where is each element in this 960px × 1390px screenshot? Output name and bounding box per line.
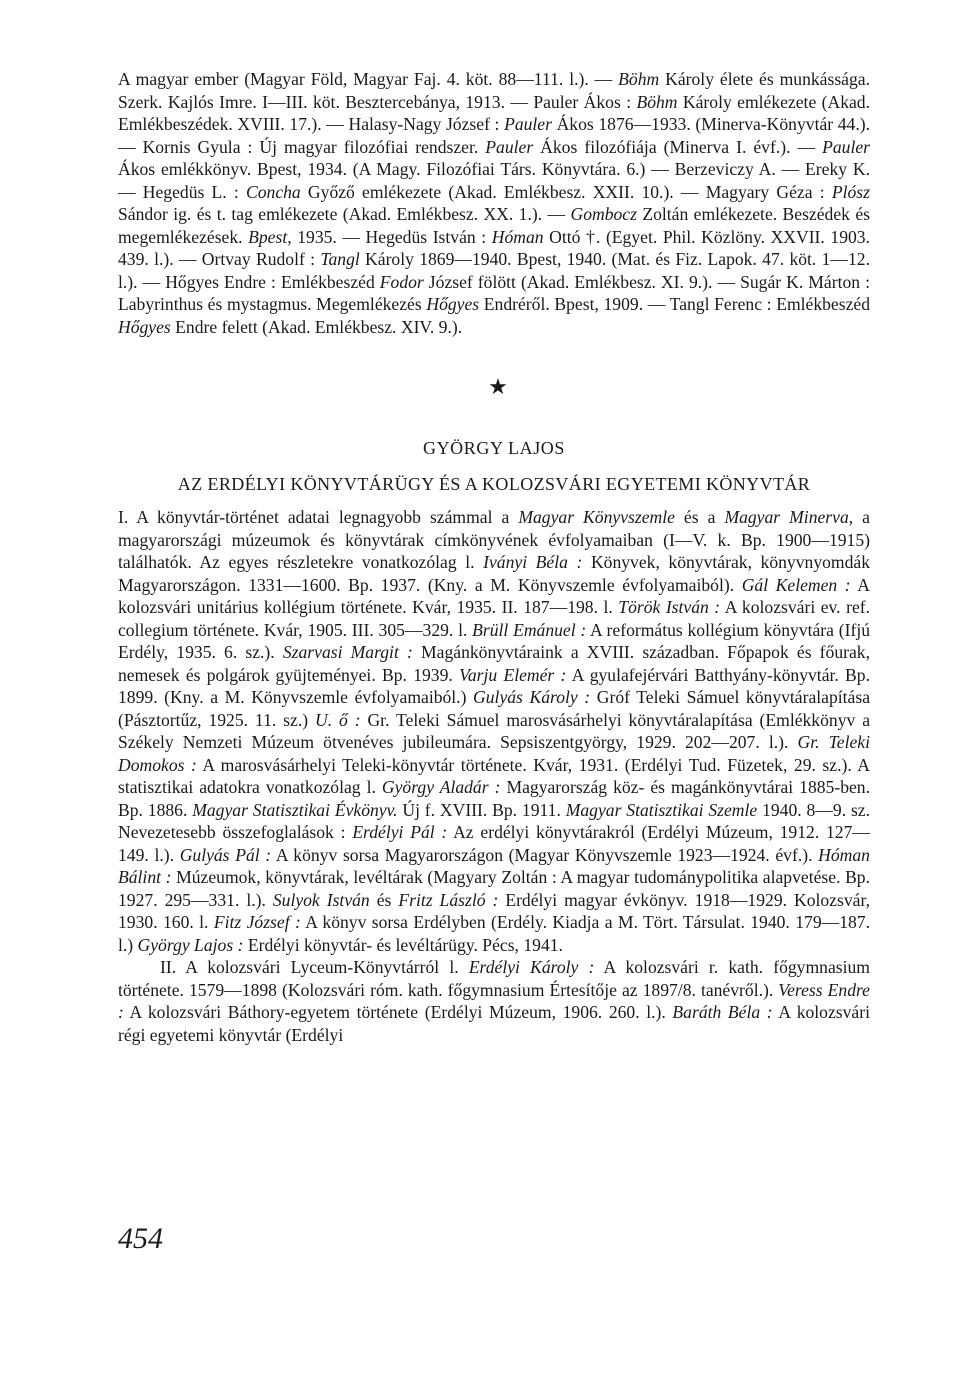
italic-name-run: Török István : [618,597,721,617]
italic-name-run: Tangl [320,249,360,269]
text-run: Könyvek, könyvtárak, könyvnyomdák Magyarországon. 1331—1600. Bp. 1937. (Kny. a M. Könyvszemle évfolyamaiból). [118,552,871,595]
italic-name-run: Magyar Minerva, [724,507,854,527]
text-run: A magyar ember (Magyar Föld, Magyar Faj. 4. köt. 88—111. l.). — [118,69,619,89]
text-run: 1935. — Hegedüs István : [291,226,492,247]
italic-name-run: Böhm [636,91,678,112]
text-run: II. A kolozsvári Lyceum-Könyvtárról l. [160,957,469,977]
text-run: Győző emlékezete (Akad. Emlékbesz. XXII. 10.). — Magyary Géza : [300,181,832,202]
italic-name-run: György Lajos : [137,934,244,955]
italic-name-run: Erdélyi Károly : [468,957,595,977]
text-run: A kolozsvári ev. ref. collegium története. Kvár, 1905. III. 305—329. l. [118,597,871,640]
italic-name-run: Fitz József : [213,912,301,932]
text-run: Károly élete és munkássága. Szerk. Kajlós Imre. I—III. köt. Besztercebánya, 1913. — Pauler Ákos : [118,69,870,112]
text-run: Károly 1869—1940. Bpest, 1940. (Mat. és Fiz. Lapok. 47. köt. 1—12. l.). — Hőgyes Endre : Emlékbeszéd [118,249,871,292]
text-run: és a [674,507,725,527]
italic-name-run: Szarvasi Margit : [282,642,413,662]
italic-name-run: Hóman Bálint : [118,844,870,887]
italic-name-run: Hőgyes [426,294,480,314]
italic-name-run: Pauler [822,136,870,157]
text-run: Gróf Teleki Sámuel könyvtáralapítása (Pásztortűz, 1925. 11. sz.) [118,687,871,730]
text-run: Sándor ig. és t. tag emlékezete (Akad. Emlékbesz. XX. 1.). — [118,204,571,224]
text-run: Endréről. Bpest, 1909. — Tangl Ferenc : Emlékbeszéd [479,294,870,314]
text-run: A könyv sorsa Erdélyben (Erdély. Kiadja a M. Tört. Társulat. 1940. 179—187. l.) [118,912,870,955]
text-run: Erdélyi könyvtár- és levéltárügy. Pécs, 1941. [243,934,563,955]
italic-name-run: Sulyok István [272,889,370,910]
italic-name-run: Böhm [618,69,660,89]
italic-name-run: Baráth Béla : [672,1002,773,1022]
text-run: Ákos filozófiája (Minerva I. évf.). — [533,136,823,157]
star-divider: ★ [488,374,508,399]
page-body [118,68,870,1046]
text-run: Új f. XVIII. Bp. 1911. [397,799,566,820]
italic-name-run: Gombocz [570,204,637,224]
italic-name-run: Fritz László : [398,889,499,910]
text-run: Erdélyi magyar évkönyv. 1918—1929. Kolozsvár, 1930. 160. l. [118,889,870,932]
section-2-paragraph [118,956,870,1046]
text-run: A kolozsvári unitárius kollégium története. Kvár, 1935. II. 187—198. l. [118,574,870,617]
italic-name-run: Concha [246,181,301,202]
italic-name-run: Hóman [491,226,544,247]
text-run: Károly emlékezete (Akad. Emlékbeszédek. XVIII. 17.). — Halasy-Nagy József : [118,91,870,134]
text-run: Gr. Teleki Sámuel marosvásárhelyi könyvtáralapítása (Emlékkönyv a Székely Nemzeti Múzeum ötvenéves jubileumára. Sepsiszentgyörgy, 1929. 202—207. l.). [118,709,871,752]
text-run: Az erdélyi könyvtárakról (Erdélyi Múzeum, 1912. 127—149. l.). [118,822,870,865]
text-run: A református kollégium könyvtára (Ifjú Erdély, 1935. 6. sz.). [118,619,871,662]
italic-name-run: Gr. Teleki Domokos : [118,732,870,775]
text-run: és [369,889,399,910]
italic-name-run: Magyar Statisztikai Szemle [565,799,758,820]
section-1-paragraph [118,506,870,956]
italic-name-run: Veress Endre : [118,979,870,1022]
text-run: A kolozsvári r. kath. főgymnasium története. 1579—1898 (Kolozsvári róm. kath. főgymnasium Értesítője az 1897/8. tanévről.). [118,957,870,1000]
italic-name-run: Pauler [485,136,534,157]
text-run: Endre felett (Akad. Emlékbesz. XIV. 9.). [170,316,463,337]
italic-name-run: Bpest, [248,226,292,247]
text-run: Magánkönyvtáraink a XVIII. században. Főpapok és főurak, nemesek és polgárok gyüjteményei. Bp. 1939. [118,642,871,685]
italic-name-run: Magyar Statisztikai Évkönyv. [192,799,398,820]
italic-name-run: Gál Kelemen : [741,574,851,595]
italic-name-run: Plósz [831,181,870,202]
text-run: József fölött (Akad. Emlékbesz. XI. 9.). — Sugár K. Márton : Labyrinthus és mystagmus. Megemlékezés [118,271,870,314]
italic-name-run: Hőgyes [118,316,171,337]
text-run: 1940. 8—9. sz. Nevezetesebb összefoglalások : [118,799,870,842]
italic-name-run: Pauler [504,114,552,134]
italic-name-run: Erdélyi Pál : [352,822,448,842]
top-paragraph [118,68,870,338]
text-run: Magyarország köz- és magánkönyvtárai 1885-ben. Bp. 1886. [118,777,871,820]
text-run: A könyv sorsa Magyarországon (Magyar Könyvszemle 1923—1924. évf.). [271,844,819,865]
text-run: Múzeumok, könyvtárak, levéltárak (Magyary Zoltán : A magyar tudománypolitika alapvetése. Bp. 1927. 295—331. l.). [118,867,870,910]
text-run: Ákos 1876—1933. (Minerva-Könyvtár 44.). — Kornis Gyula : Új magyar filozófiai rendszer. [118,114,870,157]
text-run: Zoltán emlékezete. Beszédek és megemlékezések. [118,204,870,247]
text-run: A gyulafejérvári Batthyány-könyvtár. Bp. 1899. (Kny. a M. Könyvszemle évfolyamaiból.) [118,664,870,707]
italic-name-run: György Aladár : [381,777,501,797]
italic-name-run: Magyar Könyvszemle [518,507,675,527]
text-run: Ottó †. (Egyet. Phil. Közlöny. XXVII. 1903. 439. l.). — Ortvay Rudolf : [118,226,870,269]
italic-name-run: Fodor [379,271,424,292]
italic-name-run: Gulyás Pál : [179,844,272,865]
text-run: A marosvásárhelyi Teleki-könyvtár története. Kvár, 1931. (Erdélyi Tud. Füzetek, 29. sz.). A statisztikai adatokra vonatkozólag l. [118,754,870,797]
italic-name-run: Varju Elemér : [459,664,567,685]
italic-name-run: Gulyás Károly : [473,687,591,707]
text-run: a magyarországi múzeumok és könyvtárak címkönyvének évfolyamaiban (I—V. k. Bp. 1900—1915) találhatók. Az egyes részletekre vonatkozólag l. [118,507,870,572]
italic-name-run: Brüll Emánuel : [472,619,587,640]
italic-name-run: Iványi Béla : [483,552,583,572]
text-run: A kolozsvári Báthory-egyetem története (Erdélyi Múzeum, 1906. 260. l.). [123,1002,673,1022]
italic-name-run: U. ő : [315,709,361,730]
text-run: I. A könyvtár-történet adatai legnagyobb számmal a [118,507,519,527]
article-title: AZ ERDÉLYI KÖNYVTÁRÜGY ÉS A KOLOZSVÁRI EGYETEMI KÖNYVTÁR [177,474,811,494]
page-number: 454 [118,1222,163,1255]
article-author: GYÖRGY LAJOS [422,438,566,458]
text-run: Ákos emlékkönyv. Bpest, 1934. (A Magy. Filozófiai Társ. Könyvtára. 6.) — Berzeviczy A. — Ereky K. — Hegedüs L. : [118,159,870,202]
text-run: A kolozsvári régi egyetemi könyvtár (Erdélyi [118,1002,870,1045]
